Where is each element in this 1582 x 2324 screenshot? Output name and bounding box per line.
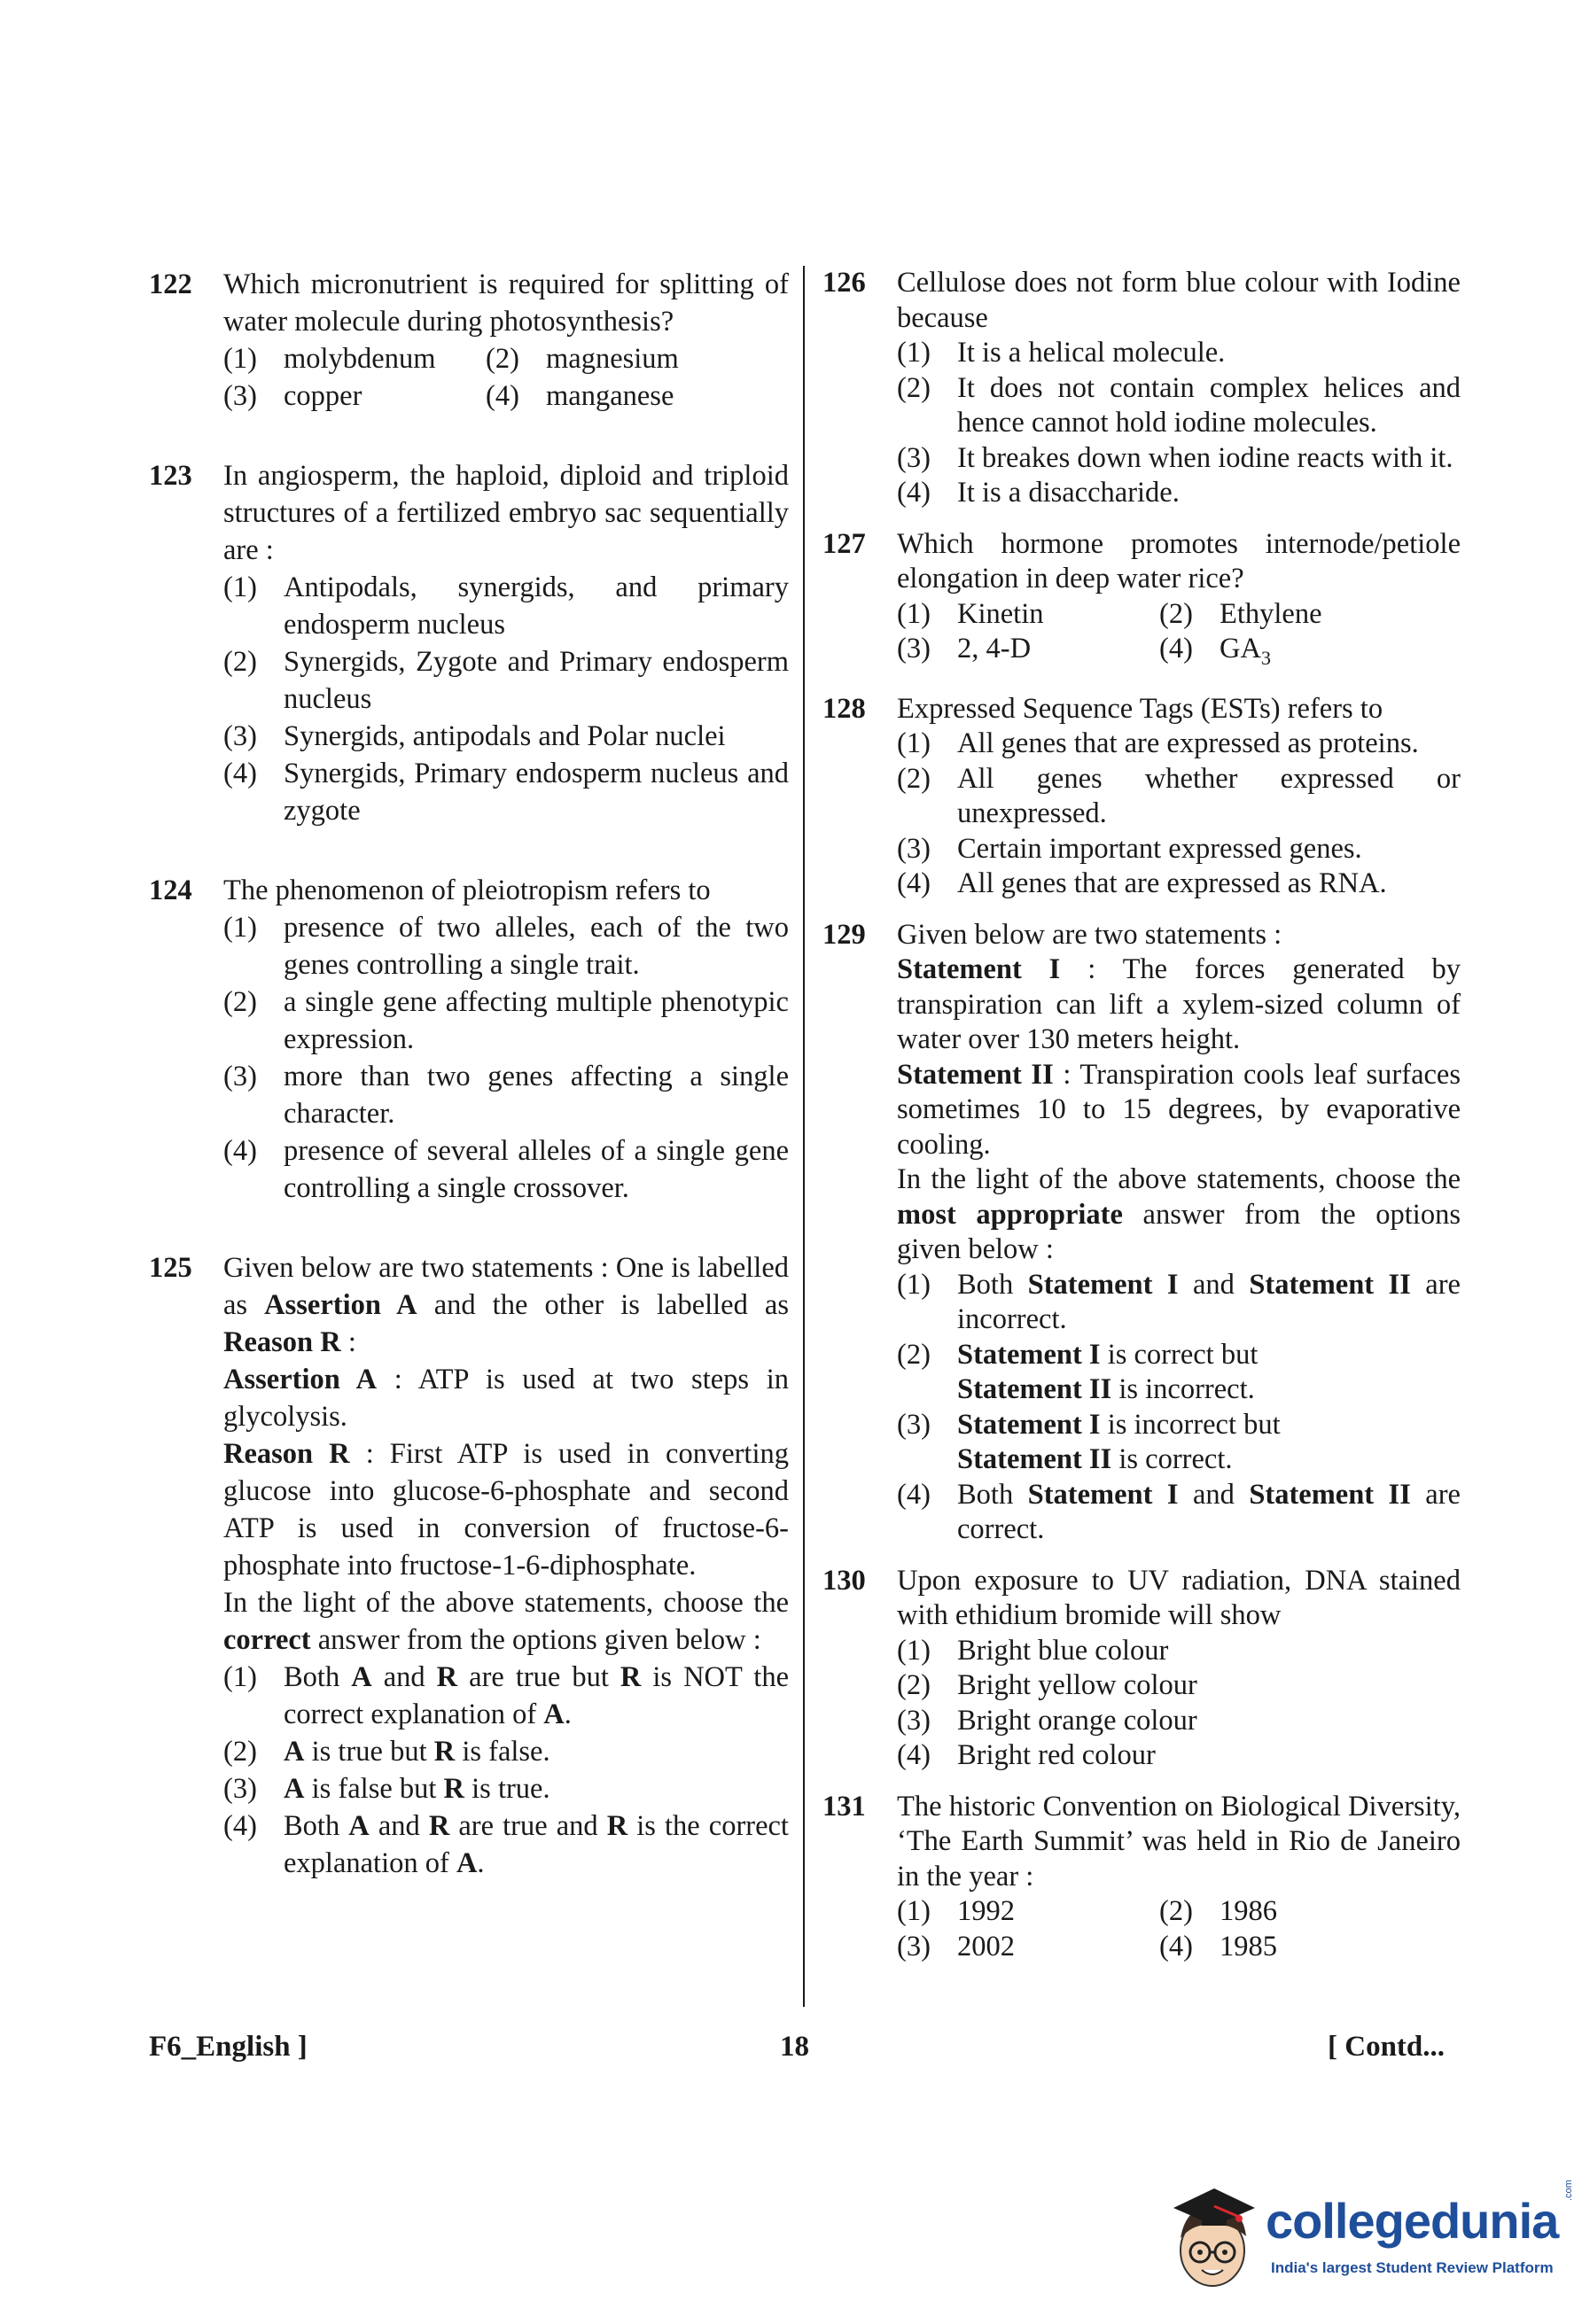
option-2: (2) Statement I is correct but Statement II is incorrect.: [897, 1338, 1259, 1405]
option-1: (1) Kinetin: [897, 597, 1044, 630]
logo-suffix: .com: [1563, 2180, 1574, 2201]
option-4: (4) It is a disaccharide.: [897, 477, 1180, 509]
question-stem: Which micronutrient is required for splitting of water molecule during photosynthesis?: [223, 268, 789, 338]
statement-2: Statement II : Transpiration cools leaf surfaces sometimes 10 to 15 degrees, by evaporative cooling.: [897, 1058, 1461, 1161]
option-2: (2) A is true but R is false.: [223, 1736, 550, 1768]
option-2: (2) Ethylene: [1159, 597, 1322, 630]
question-number: 122: [149, 268, 192, 300]
question-number: 124: [149, 874, 192, 906]
collegedunia-logo: [1168, 2181, 1576, 2297]
question-stem: Expressed Sequence Tags (ESTs) refers to: [897, 692, 1383, 725]
right-column: [822, 266, 1461, 1980]
question-number: 126: [822, 267, 866, 299]
option-1: (1) Both Statement I and Statement II are incorrect.: [897, 1268, 1461, 1335]
option-3: (3) A is false but R is true.: [223, 1773, 550, 1805]
left-column: [149, 266, 789, 1924]
question-126: [822, 266, 1461, 511]
option-3: (3) Synergids, antipodals and Polar nuclei: [223, 720, 726, 752]
option-2: (2) a single gene affecting multiple phenotypic expression.: [223, 986, 789, 1055]
footer-page-number: 18: [780, 2031, 809, 2063]
option-2: (2) magnesium: [486, 343, 679, 375]
option-2: (2) Synergids, Zygote and Primary endosperm nucleus: [223, 646, 789, 715]
option-3: (3) 2002: [897, 1930, 1015, 1963]
option-3: (3) It breakes down when iodine reacts with it.: [897, 441, 1453, 474]
option-2: (2) 1986: [1159, 1895, 1277, 1927]
question-stem: The phenomenon of pleiotropism refers to: [223, 874, 711, 906]
question-125: [149, 1249, 789, 1882]
option-3: (3) Statement I is incorrect but Statement II is correct.: [897, 1408, 1281, 1475]
reason-statement: Reason R : First ATP is used in converting glucose into glucose-6-phosphate and second ATP is used in conversion of fructose-6-phosphate into fructose-1-6-diphosphate.: [223, 1438, 789, 1582]
option-4: (4) Both Statement I and Statement II are correct.: [897, 1478, 1461, 1545]
option-1: (1) Antipodals, synergids, and primary endosperm nucleus: [223, 571, 789, 641]
logo-wordmark: collegedunia: [1266, 2193, 1559, 2249]
statement-1: Statement I : The forces generated by transpiration can lift a xylem-sized column of water over 130 meters height.: [897, 953, 1461, 1055]
option-4: (4) Synergids, Primary endosperm nucleus and zygote: [223, 758, 789, 827]
option-1: (1) Bright blue colour: [897, 1634, 1169, 1667]
option-3: (3) Bright orange colour: [897, 1704, 1197, 1737]
question-129: [822, 918, 1461, 1548]
question-stem: The historic Convention on Biological Diversity, ‘The Earth Summit’ was held in Rio de Janeiro in the year :: [897, 1790, 1461, 1893]
instruction: In the light of the above statements, choose the correct answer from the options given below :: [223, 1587, 789, 1656]
option-1: (1) It is a helical molecule.: [897, 337, 1226, 369]
question-stem: In angiosperm, the haploid, diploid and triploid structures of a fertilized embryo sac sequentially are :: [223, 460, 789, 566]
question-127: [822, 527, 1461, 676]
option-3: (3) copper: [223, 380, 362, 412]
option-1: (1) All genes that are expressed as proteins.: [897, 727, 1419, 759]
question-number: 125: [149, 1252, 192, 1284]
option-2: (2) Bright yellow colour: [897, 1669, 1197, 1701]
option-4: (4) manganese: [486, 380, 674, 412]
option-2: (2) All genes whether expressed or unexpressed.: [897, 762, 1461, 829]
question-number: 128: [822, 692, 866, 725]
assertion-statement: Assertion A : ATP is used at two steps in glycolysis.: [223, 1364, 789, 1433]
question-122: [149, 266, 789, 415]
option-4: (4) Both A and R are true and R is the correct explanation of A.: [223, 1810, 789, 1879]
question-128: [822, 692, 1461, 902]
question-stem: Given below are two statements :: [897, 918, 1282, 951]
option-1: (1) Both A and R are true but R is NOT the correct explanation of A.: [223, 1661, 789, 1730]
option-4: (4) presence of several alleles of a single gene controlling a single crossover.: [223, 1135, 789, 1204]
question-stem: Given below are two statements : One is labelled as Assertion A and the other is labelled as Reason R :: [223, 1252, 789, 1358]
question-stem: Cellulose does not form blue colour with Iodine because: [897, 267, 1461, 334]
question-stem: Which hormone promotes internode/petiole elongation in deep water rice?: [897, 527, 1461, 595]
question-number: 129: [822, 918, 866, 951]
option-1: (1) molybdenum: [223, 343, 436, 375]
option-4: (4) $GA_3$: [1159, 633, 1271, 669]
question-130: [822, 1564, 1461, 1774]
question-131: [822, 1790, 1461, 1965]
footer-contd: [ Contd...: [1328, 2031, 1446, 2063]
option-2: (2) It does not contain complex helices and hence cannot hold iodine molecules.: [897, 371, 1461, 439]
option-3: (3) Certain important expressed genes.: [897, 832, 1362, 865]
question-number: 131: [822, 1790, 866, 1823]
column-divider: [803, 266, 805, 2007]
option-1: (1) presence of two alleles, each of the two genes controlling a single trait.: [223, 912, 789, 981]
option-4: (4) Bright red colour: [897, 1739, 1156, 1771]
option-4: (4) All genes that are expressed as RNA.: [897, 867, 1387, 899]
question-number: 127: [822, 527, 866, 560]
footer-paper-code: F6_English ]: [149, 2031, 308, 2063]
mascot-icon: [1168, 2181, 1260, 2297]
logo-tagline: India's largest Student Review Platform: [1271, 2259, 1554, 2276]
question-124: [149, 872, 789, 1207]
question-stem: Upon exposure to UV radiation, DNA stained with ethidium bromide will show: [897, 1564, 1461, 1631]
option-3: (3) 2, 4-D: [897, 633, 1032, 665]
question-number: 123: [149, 460, 192, 492]
option-1: (1) 1992: [897, 1895, 1015, 1927]
option-4: (4) 1985: [1159, 1930, 1277, 1963]
question-number: 130: [822, 1564, 866, 1597]
instruction: In the light of the above statements, choose the most appropriate answer from the options given below :: [897, 1163, 1461, 1265]
question-123: [149, 457, 789, 829]
option-3: (3) more than two genes affecting a single character.: [223, 1061, 789, 1130]
